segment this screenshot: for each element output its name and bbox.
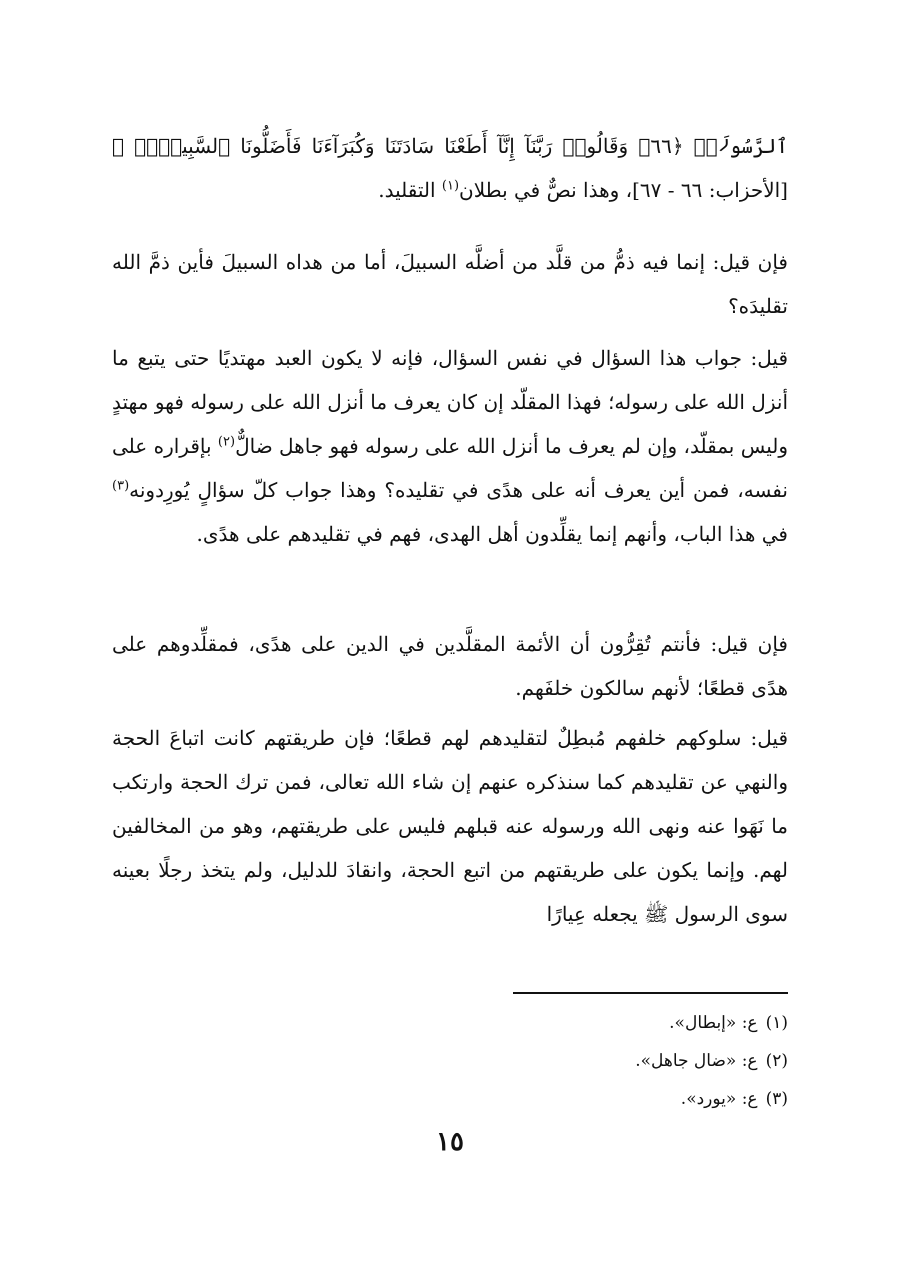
- footnote-text: ع: «إبطال».: [669, 1013, 758, 1033]
- paragraph-text: قيل: سلوكهم خلفهم مُبطِلٌ لتقليدهم لهم قطعًا؛ فإن طريقتهم كانت اتباعَ الحجة والنهي عن تقليدهم كما سنذكره عنهم إن شاء الله تعالى، فمن ترك الحجة وارتكب ما نَهَوا عنه ونهى الله ورسوله عنه قبلهم فليس على طريقتهم، وهو من المخالفين لهم. وإنما يكون على طريقتهم من اتبع الحجة، وانقادَ للدليل، ولم يتخذ رجلًا بعينه سوى الرسول ﷺ يجعله عِيارًا: [112, 726, 788, 926]
- footnote-text: ع: «يورد».: [680, 1089, 758, 1109]
- footnote-divider: [513, 992, 788, 994]
- footnote-number: (١): [765, 1013, 788, 1033]
- footnote-reference: (١): [441, 178, 460, 194]
- footnote: [112, 1042, 788, 1080]
- footnotes: [112, 1004, 788, 1118]
- footnote-reference: (٣): [112, 478, 130, 494]
- footnote-number: (٣): [765, 1089, 788, 1109]
- page-number: ١٥: [436, 1127, 464, 1157]
- paragraph-answer: [112, 336, 788, 556]
- paragraph-objection: [112, 622, 788, 710]
- paragraph-answer: [112, 716, 788, 936]
- paragraph-text: التقليد.: [378, 178, 442, 202]
- paragraph-text: ٱلرَّسُولَا۠ ﴿٦٦﴾ وَقَالُوا۟ رَبَّنَآ إِنَّآ أَطَعْنَا سَادَتَنَا وَكُبَرَآءَنَا فَأَضَلُّونَا ٱلسَّبِيلَا۠ ﴾ [الأحزاب: ٦٦ - ٦٧]، وهذا نصٌّ في بطلان: [112, 134, 788, 202]
- footnote: [112, 1080, 788, 1118]
- paragraph-text: قيل: جواب هذا السؤال في نفس السؤال، فإنه لا يكون العبد مهتديًا حتى يتبع ما أنزل الله على رسوله؛ فهذا المقلّد إن كان يعرف ما أنزل الله على رسوله فهو مهتدٍ وليس بمقلّد، وإن لم يعرف ما أنزل الله على رسوله فهو جاهل ضالٌّ: [112, 346, 789, 458]
- footnote-text: ع: «ضال جاهل».: [635, 1051, 758, 1071]
- paragraph-objection: [112, 240, 788, 328]
- paragraph-text: في هذا الباب، وأنهم إنما يقلِّدون أهل الهدى، فهم في تقليدهم على هدًى.: [196, 522, 788, 546]
- paragraph-text: بإقراره على نفسه، فمن أين يعرف أنه على هدًى في تقليده؟ وهذا جواب كلّ سؤالٍ يُورِدونه: [112, 434, 788, 502]
- footnote-number: (٢): [765, 1051, 788, 1071]
- footnote: [112, 1004, 788, 1042]
- paragraph-quran-verse: [112, 124, 788, 212]
- paragraph-text: فإن قيل: إنما فيه ذمُّ من قلَّد من أضلَّه السبيلَ، أما من هداه السبيلَ فأين ذمَّ الله تقليدَه؟: [112, 250, 788, 318]
- paragraph-text: فإن قيل: فأنتم تُقِرُّون أن الأئمة المقلَّدين في الدين على هدًى، فمقلِّدوهم على هدًى قطعًا؛ لأنهم سالكون خلفَهم.: [112, 632, 788, 700]
- footnote-reference: (٢): [217, 434, 236, 450]
